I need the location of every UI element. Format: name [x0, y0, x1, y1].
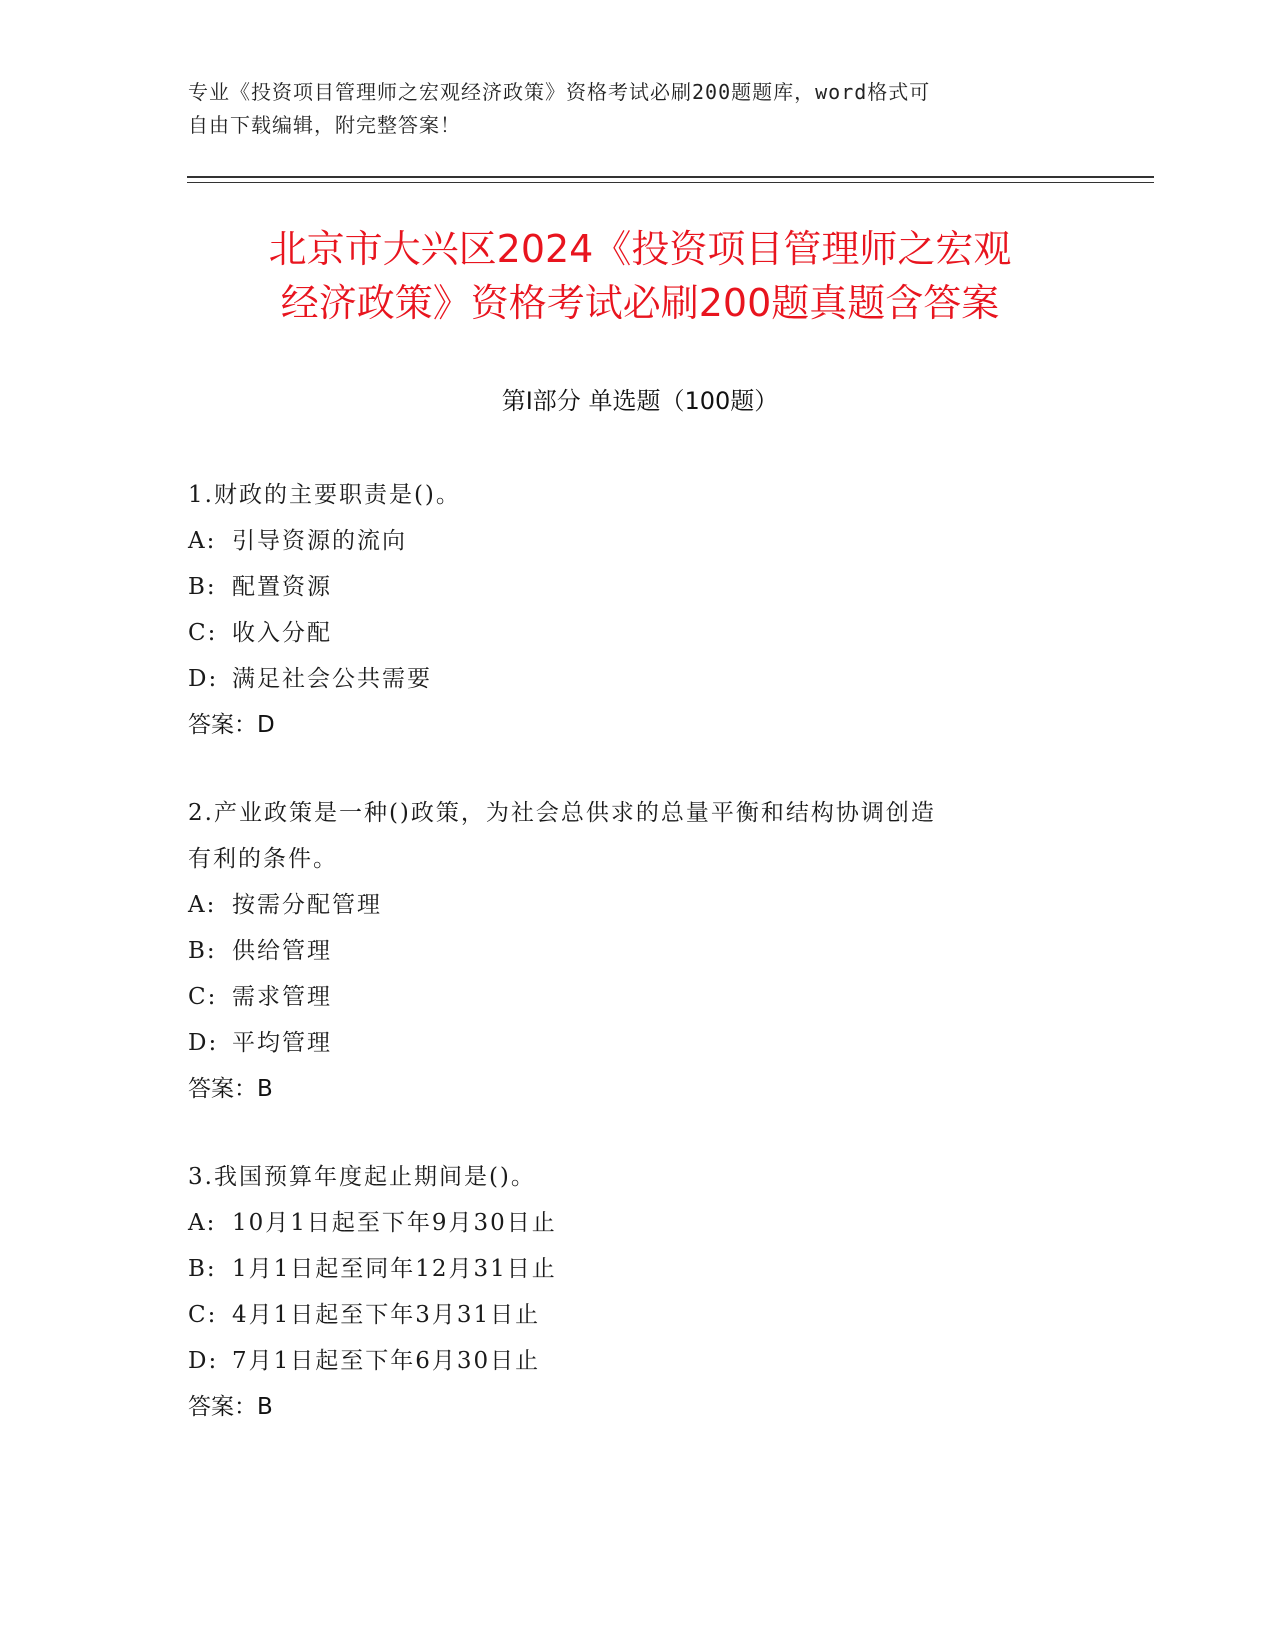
option-text: 配置资源 — [232, 574, 332, 600]
question-spacer — [188, 748, 1068, 790]
option-key: A: — [188, 892, 217, 918]
option-a — [188, 518, 1068, 564]
option-text: 平均管理 — [232, 1030, 332, 1056]
option-text: 供给管理 — [232, 938, 332, 964]
option-c — [188, 1292, 1068, 1338]
answer: 答案：B — [188, 1394, 273, 1420]
option-key: B: — [188, 1256, 217, 1282]
option-d — [188, 1020, 1068, 1066]
option-key: C: — [188, 984, 218, 1010]
page-title-line2: 经济政策》资格考试必刷200题真题含答案 — [280, 281, 1000, 325]
question-stem-line1: 2.产业政策是一种()政策，为社会总供求的总量平衡和结构协调创造 — [188, 800, 936, 826]
option-key: B: — [188, 574, 217, 600]
question-2 — [188, 790, 1068, 1112]
answer: 答案：B — [188, 1076, 273, 1102]
option-b — [188, 928, 1068, 974]
option-d — [188, 656, 1068, 702]
option-text: 引导资源的流向 — [232, 528, 407, 554]
option-text: 满足社会公共需要 — [232, 666, 432, 692]
option-b — [188, 564, 1068, 610]
option-text: 4月1日起至下年3月31日止 — [232, 1302, 541, 1328]
page-title — [160, 222, 1120, 330]
option-text: 7月1日起至下年6月30日止 — [232, 1348, 541, 1374]
option-c — [188, 974, 1068, 1020]
option-key: D: — [188, 666, 219, 692]
header-note-line1: 专业《投资项目管理师之宏观经济政策》资格考试必刷200题题库，word格式可 — [188, 80, 931, 104]
option-key: B: — [188, 938, 217, 964]
section-title: 第Ⅰ部分 单选题（100题） — [501, 387, 779, 415]
option-c — [188, 610, 1068, 656]
question-1 — [188, 472, 1068, 748]
option-text: 10月1日起至下年9月30日止 — [232, 1210, 557, 1236]
option-b — [188, 1246, 1068, 1292]
answer: 答案：D — [188, 712, 275, 738]
option-key: C: — [188, 620, 218, 646]
header-note — [188, 76, 1088, 142]
question-stem: 1.财政的主要职责是()。 — [188, 482, 461, 508]
question-list — [188, 472, 1068, 1430]
option-text: 需求管理 — [232, 984, 332, 1010]
header-divider-thick — [187, 176, 1154, 178]
option-a — [188, 882, 1068, 928]
option-text: 收入分配 — [232, 620, 332, 646]
question-spacer — [188, 1112, 1068, 1154]
option-key: A: — [188, 1210, 217, 1236]
option-text: 按需分配管理 — [232, 892, 382, 918]
option-key: C: — [188, 1302, 218, 1328]
option-a — [188, 1200, 1068, 1246]
question-stem: 3.我国预算年度起止期间是()。 — [188, 1164, 536, 1190]
option-key: A: — [188, 528, 217, 554]
header-divider-thin — [187, 182, 1154, 183]
option-key: D: — [188, 1030, 219, 1056]
option-d — [188, 1338, 1068, 1384]
option-text: 1月1日起至同年12月31日止 — [232, 1256, 557, 1282]
question-3 — [188, 1154, 1068, 1430]
header-note-line2: 自由下载编辑，附完整答案！ — [188, 113, 461, 137]
question-stem-line2: 有利的条件。 — [188, 846, 338, 872]
option-key: D: — [188, 1348, 219, 1374]
page-title-line1: 北京市大兴区2024《投资项目管理师之宏观 — [268, 227, 1012, 271]
